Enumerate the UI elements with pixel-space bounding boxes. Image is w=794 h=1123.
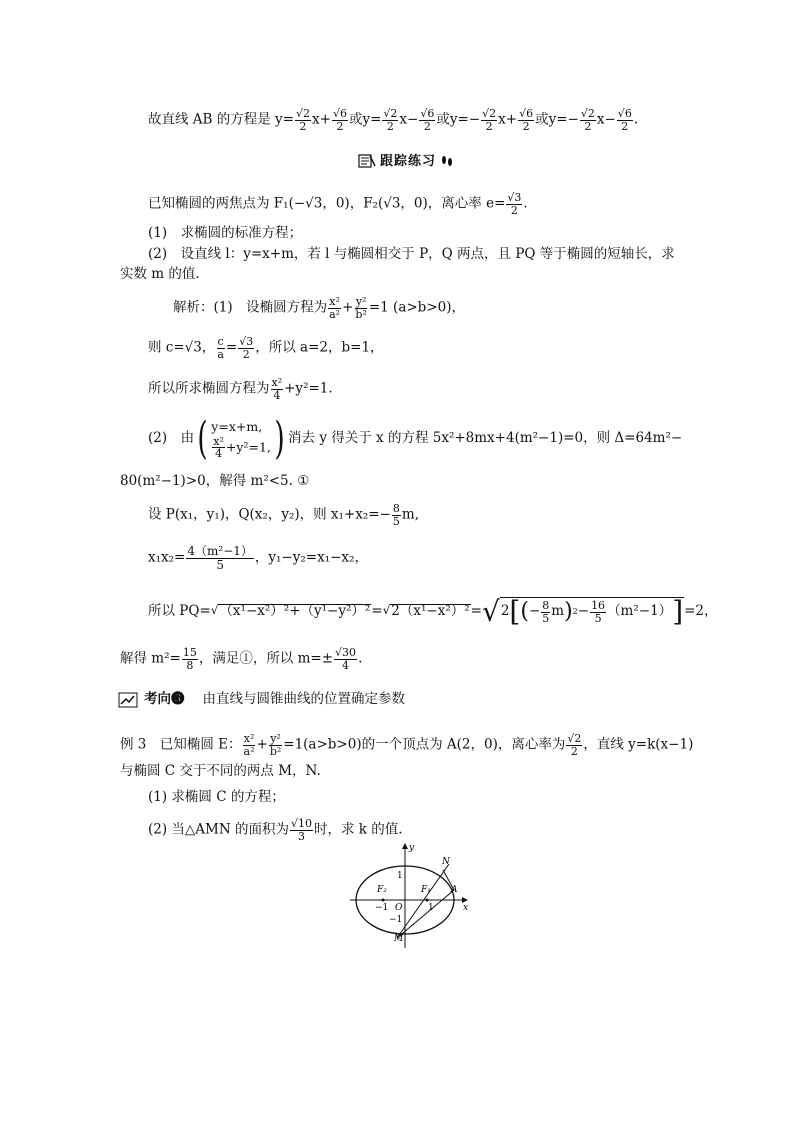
focus-f2	[382, 899, 385, 902]
example-line-1: 例 3 已知椭圆 E： $\frac{\text{x²}}{\text{a²}}$ + $\frac{\text{y²}}{\text{b²}}$ =1(a>b>0)的一个顶点为 A(2，0)，离心率为 $\frac{√2}{2}$ ，直线 y=k(x−1)	[120, 732, 694, 758]
tick-1-x: 1	[428, 903, 434, 913]
origin-label: O	[395, 903, 403, 913]
frac-sqrt2-2: $\frac{√2}{2}$	[295, 107, 310, 133]
solution-step-6: 设 P(x₁，y₁)，Q(x₂，y₂)，则 x₁+x₂=− $\frac{8}{5}$ m,	[148, 502, 420, 528]
sqrt-expression-2: √ 2（x¹−x²）²	[382, 603, 470, 620]
sqrt-expression-3: √ 2 [ ( − $\frac{8}{5}$ m ) 2 − $\frac{16}{5}$ （m²−1） ]	[481, 594, 684, 628]
conclusion-line: 故直线 AB 的方程是 y= $\frac{√2}{2}$ x+ $\frac{√6}{2}$ 或y= $\frac{√2}{2}$ x− $\frac{√6}{2}$ 或y=− $\frac{√2}{2}$ x+ $\frac{√6}{2}$ 或y=− $\frac{√2}{2}$ x− $\frac{√6}{2}$ .	[148, 107, 639, 133]
tick-neg1-x: −1	[375, 903, 389, 913]
solution-step-5: 80(m²−1)>0，解得 m²<5. ①	[120, 473, 310, 489]
solution-step-4: (2) 由 ( y=x+m, $\frac{\text{x²}}{4}$ +y²=1, ) 消去 y 得关于 x 的方程 5x²+8mx+4(m²−1)=0，则 Δ=64m²−	[148, 413, 683, 464]
example-line-2: 与椭圆 C 交于不同的两点 M，N.	[120, 763, 321, 779]
ellipse-figure	[345, 840, 475, 950]
equation-system: ( y=x+m, $\frac{\text{x²}}{4}$ +y²=1, )	[197, 413, 285, 464]
topic-title: 由直线与圆锥曲线的位置确定参数	[202, 691, 405, 708]
question-2-line-b: 实数 m 的值.	[120, 266, 200, 282]
solution-step-1: 解析：(1) 设椭圆方程为 $\frac{\text{x²}}{\text{a²}}$ + $\frac{\text{y²}}{\text{b²}}$ =1 (a>b>0)，	[173, 295, 465, 321]
y-axis-label: y	[409, 843, 415, 853]
section-label: 跟踪练习	[380, 153, 437, 169]
solution-step-2: 则 c=√3， $\frac{c}{a}$ = $\frac{√3}{2}$ ，所以 a=2，b=1，	[148, 335, 384, 361]
example-question-1: (1) 求椭圆 C 的方程；	[148, 789, 285, 805]
notebook-icon	[358, 153, 376, 169]
solution-step-7: x₁x₂= $\frac{\text{4（m²−1）}}{5}$ ，y₁−y₂=x₁−x₂，	[148, 544, 368, 572]
question-1: (1) 求椭圆的标准方程；	[148, 225, 303, 241]
trend-arrow-icon	[118, 692, 138, 708]
section-badge	[358, 153, 454, 169]
point-m-label: M	[394, 934, 404, 944]
sqrt-expression-1: √ （x¹−x²）²+（y¹−y²）²	[210, 603, 371, 620]
example-question-2: (2) 当△AMN 的面积为 $\frac{√10}{3}$ 时，求 k 的值.	[148, 817, 403, 843]
question-2-line-a: (2) 设直线 l：y=x+m，若 l 与椭圆相交于 P，Q 两点，且 PQ 等于椭圆的短轴长，求	[148, 246, 675, 262]
tick-neg1-y: −1	[389, 915, 403, 925]
footprints-icon	[440, 154, 454, 168]
x-axis-label: x	[463, 903, 469, 913]
solution-step-3: 所以所求椭圆方程为 $\frac{\text{x²}}{4}$ +y²=1.	[148, 376, 333, 402]
point-n-label: N	[442, 857, 450, 867]
f1-label: F₁	[421, 885, 431, 895]
problem-intro: 已知椭圆的两焦点为 F₁(−√3，0)，F₂(√3，0)，离心率 e= $\frac{√3}{2}$ .	[148, 191, 528, 217]
f2-label: F₂	[377, 885, 387, 895]
solution-step-9: 解得 m²= $\frac{15}{8}$ ，满足①，所以 m=± $\frac{√30}{4}$ .	[120, 646, 363, 672]
topic-label: 考向❸	[144, 691, 185, 708]
focus-f1	[426, 899, 429, 902]
solution-step-8: 所以 PQ= √ （x¹−x²）²+（y¹−y²）² = √ 2（x¹−x²）² = √ 2 [ ( − $\frac{8}{5}$ m ) 2 − $\frac{16}{5}$ （m²−1） ] =2，	[148, 594, 718, 628]
topic-heading	[118, 692, 405, 708]
tick-1-y: 1	[397, 871, 403, 881]
point-a-label: A	[451, 885, 458, 895]
